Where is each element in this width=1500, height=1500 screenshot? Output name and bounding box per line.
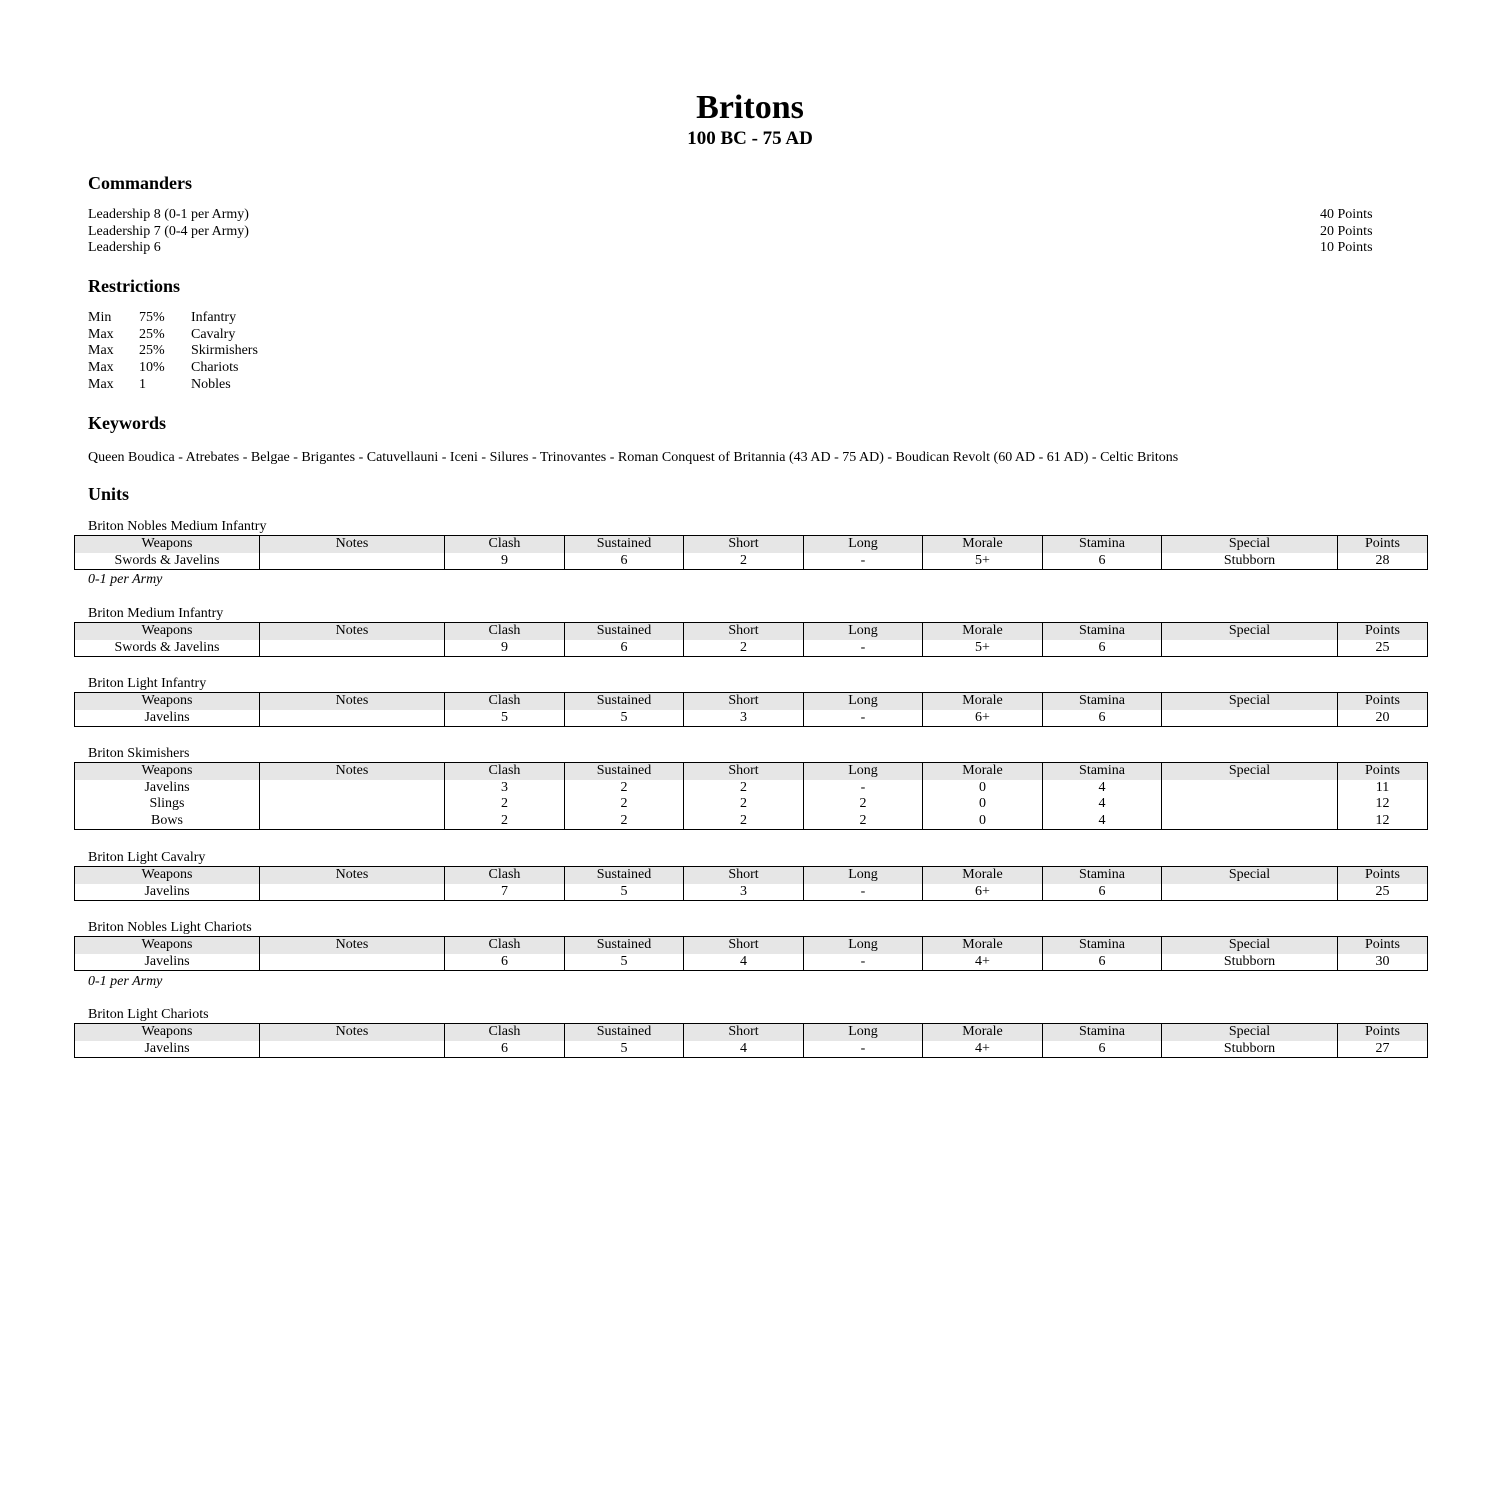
commander-row — [88, 224, 1380, 241]
restriction-value: 75% — [139, 310, 165, 325]
column-header: Points — [1338, 693, 1428, 710]
page-title: Britons — [696, 89, 804, 126]
column-header: Points — [1338, 937, 1428, 954]
table-cell: 28 — [1338, 553, 1428, 570]
table-cell: 6 — [445, 1041, 565, 1058]
commander-points: 20 Points — [1320, 223, 1373, 239]
column-header: Sustained — [565, 693, 684, 710]
unit-name: Briton Nobles Light Chariots — [88, 920, 252, 935]
column-header: Stamina — [1043, 937, 1162, 954]
column-header: Weapons — [75, 937, 260, 954]
restriction-limit: Min — [88, 310, 112, 325]
table-cell: 2 — [565, 796, 684, 813]
table-cell: 6 — [1043, 954, 1162, 971]
column-header: Clash — [445, 623, 565, 640]
table-cell: - — [804, 780, 923, 797]
column-header: Points — [1338, 536, 1428, 553]
unit-table — [74, 866, 1428, 901]
table-cell — [1162, 796, 1338, 813]
column-header: Sustained — [565, 623, 684, 640]
commander-label: Leadership 6 — [88, 240, 161, 256]
table-cell: Bows — [75, 813, 260, 830]
column-header: Short — [684, 536, 804, 553]
column-header: Special — [1162, 693, 1338, 710]
keywords-text: Queen Boudica - Atrebates - Belgae - Brigantes - Catuvellauni - Iceni - Silures - Trinovantes - Roman Conquest of Britannia (43 AD - 75 AD) - Boudican Revolt (60 AD - 61 AD) - Celtic Britons — [88, 450, 1179, 465]
table-cell: 6 — [565, 640, 684, 657]
table-cell: 0 — [923, 796, 1043, 813]
table-cell: 5 — [565, 710, 684, 727]
column-header: Notes — [260, 1024, 445, 1041]
column-header: Points — [1338, 623, 1428, 640]
table-cell: Stubborn — [1162, 553, 1338, 570]
table-cell: 2 — [684, 813, 804, 830]
column-header: Morale — [923, 867, 1043, 884]
restriction-row — [88, 310, 258, 327]
table-cell: - — [804, 710, 923, 727]
column-header: Long — [804, 693, 923, 710]
table-cell: 3 — [445, 780, 565, 797]
unit-table — [74, 622, 1428, 657]
table-cell: 0 — [923, 780, 1043, 797]
restriction-limit: Max — [88, 376, 114, 392]
units-heading: Units — [88, 484, 130, 504]
table-cell — [260, 954, 445, 971]
unit-table — [74, 936, 1428, 971]
column-header: Special — [1162, 763, 1338, 780]
keywords-heading: Keywords — [88, 413, 166, 433]
unit-name: Briton Light Chariots — [88, 1007, 209, 1022]
column-header: Notes — [260, 867, 445, 884]
column-header: Sustained — [565, 867, 684, 884]
table-cell: 4+ — [923, 1041, 1043, 1058]
column-header: Weapons — [75, 536, 260, 553]
column-header: Stamina — [1043, 623, 1162, 640]
column-header: Long — [804, 937, 923, 954]
column-header: Stamina — [1043, 867, 1162, 884]
restrictions-list — [88, 310, 258, 394]
restriction-row — [88, 327, 258, 344]
commanders-list — [88, 207, 1380, 257]
restriction-value: 10% — [139, 360, 165, 376]
column-header: Clash — [445, 693, 565, 710]
table-cell: - — [804, 1041, 923, 1058]
column-header: Morale — [923, 623, 1043, 640]
table-cell: Javelins — [75, 710, 260, 727]
table-cell: 5 — [565, 884, 684, 901]
table-cell: 6 — [1043, 884, 1162, 901]
table-cell: 6 — [1043, 710, 1162, 727]
column-header: Morale — [923, 1024, 1043, 1041]
table-row — [75, 884, 1428, 901]
table-cell: - — [804, 954, 923, 971]
column-header: Special — [1162, 623, 1338, 640]
table-cell: 0 — [923, 813, 1043, 830]
unit-name: Briton Nobles Medium Infantry — [88, 519, 267, 534]
table-cell: 25 — [1338, 884, 1428, 901]
commander-points: 10 Points — [1320, 240, 1373, 256]
table-row — [75, 1041, 1428, 1058]
commander-row — [88, 240, 1380, 257]
column-header: Weapons — [75, 867, 260, 884]
table-cell: 4 — [684, 954, 804, 971]
table-cell: 11 — [1338, 780, 1428, 797]
table-header-row — [75, 693, 1428, 710]
table-cell: 6 — [1043, 553, 1162, 570]
column-header: Morale — [923, 763, 1043, 780]
commander-row — [88, 207, 1380, 224]
column-header: Short — [684, 937, 804, 954]
column-header: Notes — [260, 937, 445, 954]
table-cell — [260, 710, 445, 727]
table-cell: - — [804, 640, 923, 657]
table-cell: 4 — [1043, 796, 1162, 813]
restriction-type: Nobles — [191, 376, 231, 392]
table-cell — [260, 813, 445, 830]
table-cell: Stubborn — [1162, 954, 1338, 971]
column-header: Clash — [445, 867, 565, 884]
table-cell: Stubborn — [1162, 1041, 1338, 1058]
table-cell: 4 — [684, 1041, 804, 1058]
table-cell — [260, 640, 445, 657]
table-cell: 25 — [1338, 640, 1428, 657]
table-cell: 5+ — [923, 553, 1043, 570]
restriction-type: Cavalry — [191, 326, 236, 342]
table-cell: 6+ — [923, 884, 1043, 901]
column-header: Clash — [445, 937, 565, 954]
column-header: Clash — [445, 1024, 565, 1041]
column-header: Special — [1162, 937, 1338, 954]
column-header: Special — [1162, 536, 1338, 553]
table-cell: 6 — [1043, 1041, 1162, 1058]
table-cell: 2 — [684, 796, 804, 813]
table-cell: 2 — [684, 553, 804, 570]
restriction-value: 25% — [139, 326, 165, 342]
column-header: Points — [1338, 867, 1428, 884]
restriction-limit: Max — [88, 326, 114, 342]
table-header-row — [75, 623, 1428, 640]
table-cell: 2 — [804, 813, 923, 830]
column-header: Sustained — [565, 937, 684, 954]
table-cell: 2 — [565, 813, 684, 830]
column-header: Stamina — [1043, 536, 1162, 553]
table-cell — [1162, 710, 1338, 727]
column-header: Clash — [445, 763, 565, 780]
table-cell: 6 — [565, 553, 684, 570]
column-header: Stamina — [1043, 693, 1162, 710]
column-header: Notes — [260, 623, 445, 640]
table-cell: 7 — [445, 884, 565, 901]
column-header: Special — [1162, 867, 1338, 884]
restriction-row — [88, 360, 258, 377]
commander-label: Leadership 8 (0-1 per Army) — [88, 207, 249, 222]
table-row — [75, 710, 1428, 727]
table-cell: 9 — [445, 640, 565, 657]
table-cell: 6 — [1043, 640, 1162, 657]
table-cell: 12 — [1338, 813, 1428, 830]
unit-table — [74, 535, 1428, 570]
column-header: Long — [804, 623, 923, 640]
unit-table — [74, 692, 1428, 727]
restriction-type: Infantry — [191, 310, 237, 325]
table-cell: 2 — [445, 813, 565, 830]
table-cell: 4+ — [923, 954, 1043, 971]
column-header: Weapons — [75, 763, 260, 780]
table-cell: 5 — [565, 954, 684, 971]
column-header: Long — [804, 536, 923, 553]
column-header: Sustained — [565, 536, 684, 553]
table-cell: 20 — [1338, 710, 1428, 727]
column-header: Special — [1162, 1024, 1338, 1041]
table-cell: 3 — [684, 884, 804, 901]
table-cell: - — [804, 553, 923, 570]
table-cell: 30 — [1338, 954, 1428, 971]
unit-note: 0-1 per Army — [88, 974, 163, 989]
table-cell: Javelins — [75, 954, 260, 971]
restriction-value: 1 — [139, 376, 146, 392]
commander-label: Leadership 7 (0-4 per Army) — [88, 223, 249, 239]
column-header: Notes — [260, 693, 445, 710]
table-cell — [1162, 813, 1338, 830]
column-header: Long — [804, 867, 923, 884]
column-header: Short — [684, 867, 804, 884]
table-row — [75, 813, 1428, 830]
restriction-limit: Max — [88, 360, 114, 376]
table-cell — [260, 796, 445, 813]
table-cell — [260, 884, 445, 901]
table-cell: 4 — [1043, 813, 1162, 830]
column-header: Stamina — [1043, 763, 1162, 780]
table-header-row — [75, 937, 1428, 954]
column-header: Sustained — [565, 1024, 684, 1041]
restriction-row — [88, 377, 258, 394]
column-header: Clash — [445, 536, 565, 553]
table-cell: 12 — [1338, 796, 1428, 813]
column-header: Long — [804, 1024, 923, 1041]
restriction-value: 25% — [139, 343, 165, 359]
column-header: Weapons — [75, 1024, 260, 1041]
table-cell — [260, 1041, 445, 1058]
column-header: Notes — [260, 763, 445, 780]
table-cell: Javelins — [75, 780, 260, 797]
restrictions-heading: Restrictions — [88, 276, 180, 296]
column-header: Sustained — [565, 763, 684, 780]
table-cell: 2 — [565, 780, 684, 797]
table-cell — [1162, 640, 1338, 657]
table-cell: 2 — [445, 796, 565, 813]
table-cell — [1162, 780, 1338, 797]
column-header: Long — [804, 763, 923, 780]
table-cell: 4 — [1043, 780, 1162, 797]
table-cell: Swords & Javelins — [75, 553, 260, 570]
column-header: Stamina — [1043, 1024, 1162, 1041]
table-header-row — [75, 867, 1428, 884]
table-cell: 9 — [445, 553, 565, 570]
table-cell: 3 — [684, 710, 804, 727]
column-header: Notes — [260, 536, 445, 553]
table-cell: 5 — [445, 710, 565, 727]
column-header: Morale — [923, 693, 1043, 710]
unit-name: Briton Medium Infantry — [88, 606, 224, 621]
column-header: Short — [684, 1024, 804, 1041]
table-cell: 2 — [804, 796, 923, 813]
unit-note: 0-1 per Army — [88, 572, 163, 587]
unit-table — [74, 762, 1428, 830]
commanders-heading: Commanders — [88, 173, 192, 193]
column-header: Short — [684, 693, 804, 710]
restriction-type: Chariots — [191, 360, 239, 376]
table-row — [75, 640, 1428, 657]
table-header-row — [75, 536, 1428, 553]
table-row — [75, 780, 1428, 797]
table-cell: 2 — [684, 640, 804, 657]
table-cell: 2 — [684, 780, 804, 797]
restriction-type: Skirmishers — [191, 343, 258, 359]
table-row — [75, 553, 1428, 570]
page-subtitle: 100 BC - 75 AD — [687, 128, 813, 149]
table-row — [75, 796, 1428, 813]
table-cell: - — [804, 884, 923, 901]
table-cell: 27 — [1338, 1041, 1428, 1058]
table-header-row — [75, 1024, 1428, 1041]
column-header: Morale — [923, 937, 1043, 954]
table-cell: 5 — [565, 1041, 684, 1058]
table-cell: 6+ — [923, 710, 1043, 727]
column-header: Weapons — [75, 693, 260, 710]
table-cell: 5+ — [923, 640, 1043, 657]
unit-name: Briton Skimishers — [88, 746, 190, 761]
column-header: Short — [684, 623, 804, 640]
column-header: Points — [1338, 763, 1428, 780]
table-header-row — [75, 763, 1428, 780]
table-cell — [260, 553, 445, 570]
restriction-limit: Max — [88, 343, 114, 359]
table-cell — [1162, 884, 1338, 901]
table-row — [75, 954, 1428, 971]
table-cell: Javelins — [75, 1041, 260, 1058]
column-header: Weapons — [75, 623, 260, 640]
table-cell: 6 — [445, 954, 565, 971]
table-cell: Swords & Javelins — [75, 640, 260, 657]
table-cell: Slings — [75, 796, 260, 813]
unit-name: Briton Light Infantry — [88, 676, 207, 691]
table-cell — [260, 780, 445, 797]
commander-points: 40 Points — [1320, 207, 1373, 222]
table-cell: Javelins — [75, 884, 260, 901]
unit-name: Briton Light Cavalry — [88, 850, 206, 865]
restriction-row — [88, 343, 258, 360]
unit-table — [74, 1023, 1428, 1058]
column-header: Short — [684, 763, 804, 780]
column-header: Morale — [923, 536, 1043, 553]
column-header: Points — [1338, 1024, 1428, 1041]
